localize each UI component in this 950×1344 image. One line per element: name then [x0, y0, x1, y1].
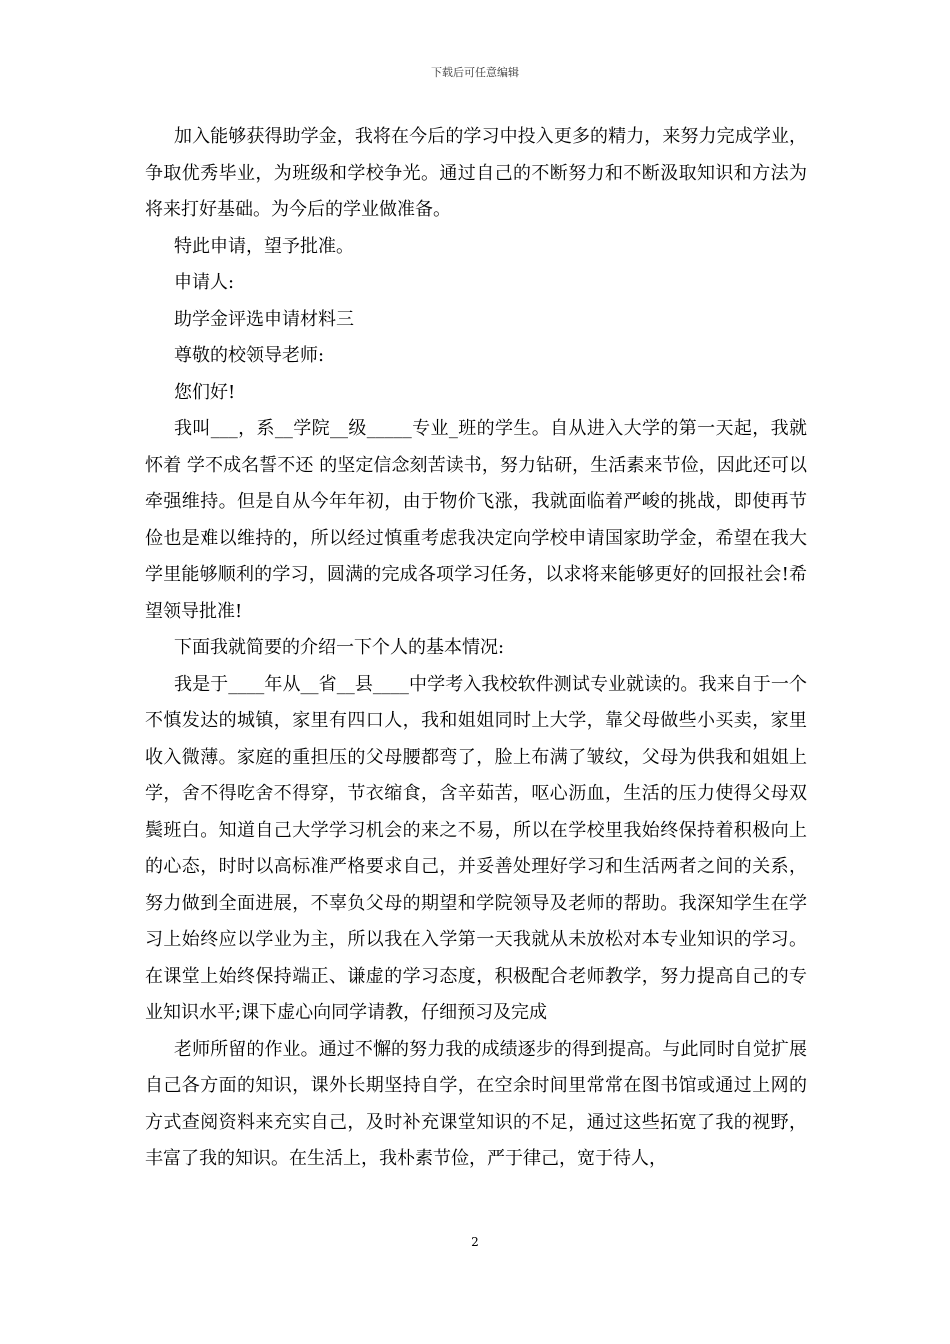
paragraph-section-title: 助学金评选申请材料三 — [174, 308, 354, 330]
paragraph-intro-basic-info: 下面我就简要的介绍一下个人的基本情况: — [174, 637, 505, 658]
paragraph-scholarship-commitment: 加入能够获得助学金，我将在今后的学习中投入更多的精力，来努力完成学业，争取优秀毕业，为班级和学校争光。通过自己的不断努力和不断汲取知识和方法为将来打好基础。为今后的学业做准备。 — [145, 126, 807, 220]
paragraph-salutation: 尊敬的校领导老师: — [174, 345, 325, 366]
paragraph-self-introduction: 我叫___，系__学院__级_____专业_班的学生。自从进入大学的第一天起，我就怀着 学不成名誓不还 的坚定信念刻苦读书，努力钻研，生活素来节俭，因此还可以牵强维持。但是自从今年年初，由于物价飞涨，我就面临着严峻的挑战，即使再节俭也是难以维持的，所以经过慎重考虑我决定向学校申请国家助学金，希望在我大学里能够顺利的学习，圆满的完成各项学习任务，以求将来能够更好的回报社会!希望领导批准! — [145, 418, 807, 622]
paragraph-request-approval: 特此申请，望予批准。 — [174, 235, 354, 257]
page-number: 2 — [471, 1235, 479, 1249]
page-header: 下载后可任意编辑 — [431, 66, 519, 79]
document-body — [145, 119, 807, 1178]
paragraph-applicant: 申请人: — [174, 272, 235, 293]
paragraph-family-background: 我是于____年从__省__县____中学考入我校软件测试专业就读的。我来自于一个不慎发达的城镇，家里有四口人，我和姐姐同时上大学，靠父母做些小买卖，家里收入微薄。家庭的重担压的父母腰都弯了，脸上布满了皱纹，父母为供我和姐姐上学，舍不得吃舍不得穿，节衣缩食，含辛茹苦，呕心沥血，生活的压力使得父母双鬓班白。知道自己大学学习机会的来之不易，所以在学校里我始终保持着积极向上的心态，时时以高标准严格要求自己，并妥善处理好学习和生活两者之间的关系，努力做到全面进展，不辜负父母的期望和学院领导及老师的帮助。我深知学生在学习上始终应以学业为主，所以我在入学第一天我就从未放松对本专业知识的学习。在课堂上始终保持端正、谦虚的学习态度，积极配合老师教学，努力提高自己的专业知识水平;课下虚心向同学请教，仔细预习及完成 — [145, 673, 807, 1023]
paragraph-greeting: 您们好! — [174, 381, 236, 403]
paragraph-study-and-life: 老师所留的作业。通过不懈的努力我的成绩逐步的得到提高。与此同时自觉扩展自己各方面的知识，课外长期坚持自学，在空余时间里常常在图书馆或通过上网的方式查阅资料来充实自己，及时补充课堂知识的不足，通过这些拓宽了我的视野，丰富了我的知识。在生活上，我朴素节俭，严于律己，宽于待人， — [145, 1038, 807, 1169]
